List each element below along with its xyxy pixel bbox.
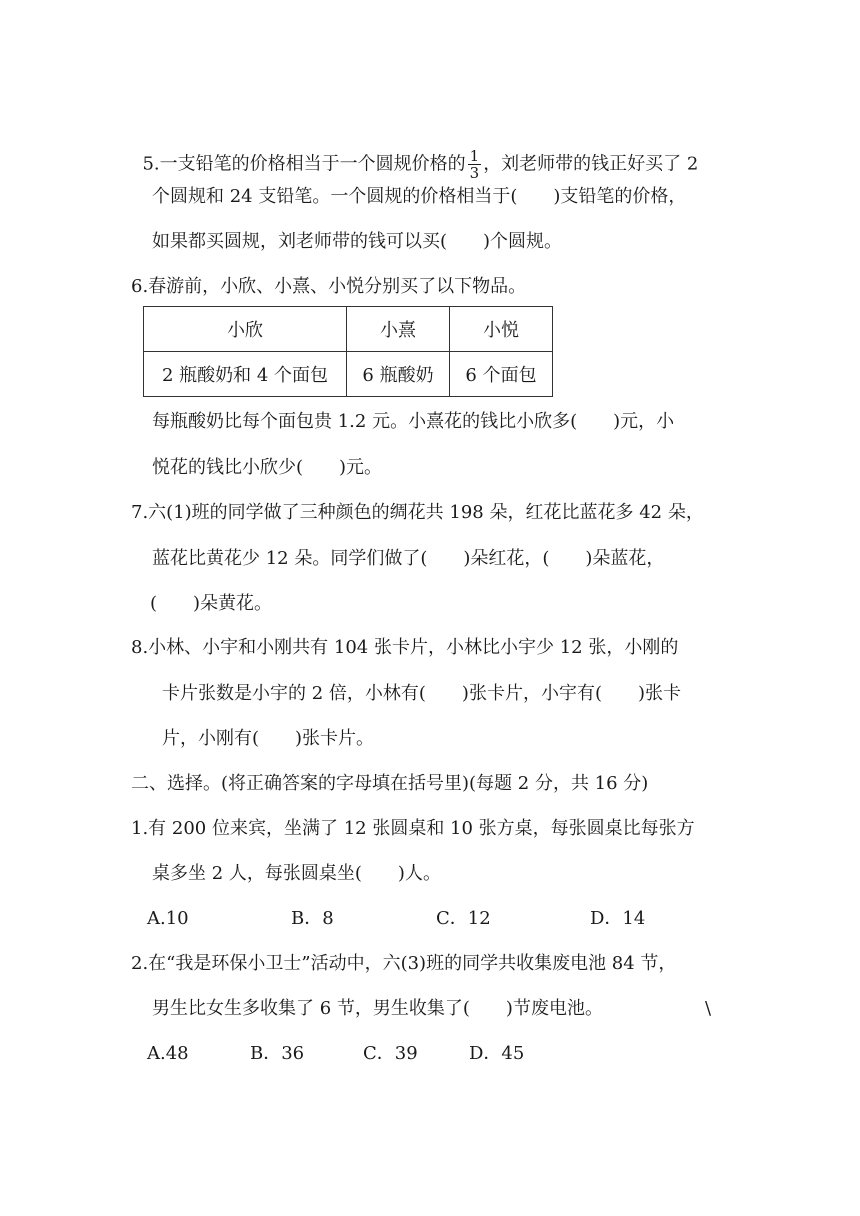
fraction-numerator: 1 <box>469 147 480 165</box>
section-2-title: 二、选择。(将正确答案的字母填在括号里)(每题 2 分，共 16 分) <box>131 773 649 794</box>
table-header-xiaoxin: 小欣 <box>144 307 347 352</box>
table-header-row <box>144 307 553 352</box>
c2-option-a: A.48 <box>147 1043 189 1064</box>
q5-line-1b: ，刘老师带的钱正好买了 2 <box>483 153 699 175</box>
table-cell-xiaoxin: 2 瓶酸奶和 4 个面包 <box>144 352 347 397</box>
q7-line-2: 蓝花比黄花少 12 朵。同学们做了( )朵红花，( )朵蓝花， <box>152 548 665 569</box>
c1-option-d: D．14 <box>590 908 646 929</box>
q5-line-1 <box>131 124 698 181</box>
c1-line-2: 桌多坐 2 人，每张圆桌坐( )人。 <box>152 863 441 884</box>
c2-line-2: 男生比女生多收集了 6 节，男生收集了( )节废电池。 <box>152 998 603 1019</box>
c2-line-1: 2.在“我是环保小卫士”活动中，六(3)班的同学共收集废电池 84 节， <box>131 953 677 974</box>
table-cell-xiaoyue: 6 个面包 <box>450 352 553 397</box>
q8-line-2: 卡片张数是小宇的 2 倍，小林有( )张卡片，小宇有( )张卡 <box>162 683 681 704</box>
fraction-denominator: 3 <box>469 164 480 182</box>
c2-option-b: B．36 <box>250 1043 305 1064</box>
q6-line-2: 每瓶酸奶比每个面包贵 1.2 元。小熹花的钱比小欣多( )元，小 <box>152 411 675 432</box>
q5-line-3: 如果都买圆规，刘老师带的钱可以买( )个圆规。 <box>152 231 563 252</box>
table-header-xiaoxi: 小熹 <box>347 307 450 352</box>
q5-line-2: 个圆规和 24 支铅笔。一个圆规的价格相当于( )支铅笔的价格， <box>152 186 687 207</box>
q6-line-3: 悦花的钱比小欣少( )元。 <box>152 457 383 478</box>
q7-line-3: ( )朵黄花。 <box>150 593 273 614</box>
stray-backslash: \ <box>705 998 712 1019</box>
table-row <box>144 352 553 397</box>
table-cell-xiaoxi: 6 瓶酸奶 <box>347 352 450 397</box>
c1-option-c: C．12 <box>436 908 491 929</box>
table-header-xiaoyue: 小悦 <box>450 307 553 352</box>
q8-line-3: 片，小刚有( )张卡片。 <box>162 728 375 749</box>
q8-line-1: 8.小林、小宇和小刚共有 104 张卡片，小林比小宇少 12 张，小刚的 <box>131 637 679 658</box>
c2-option-d: D．45 <box>469 1043 525 1064</box>
q6-line-1: 6.春游前，小欣、小熹、小悦分别买了以下物品。 <box>131 276 527 297</box>
q7-line-1: 7.六(1)班的同学做了三种颜色的绸花共 198 朵，红花比蓝花多 42 朵， <box>131 502 704 523</box>
c2-option-c: C．39 <box>363 1043 418 1064</box>
q5-line-1a: 5.一支铅笔的价格相当于一个圆规价格的 <box>142 153 466 175</box>
c1-option-b: B．8 <box>291 908 334 929</box>
c1-option-a: A.10 <box>147 908 189 929</box>
fraction-one-third <box>468 148 482 181</box>
c1-line-1: 1.有 200 位来宾，坐满了 12 张圆桌和 10 张方桌，每张圆桌比每张方 <box>131 818 695 839</box>
purchase-table <box>143 306 553 397</box>
